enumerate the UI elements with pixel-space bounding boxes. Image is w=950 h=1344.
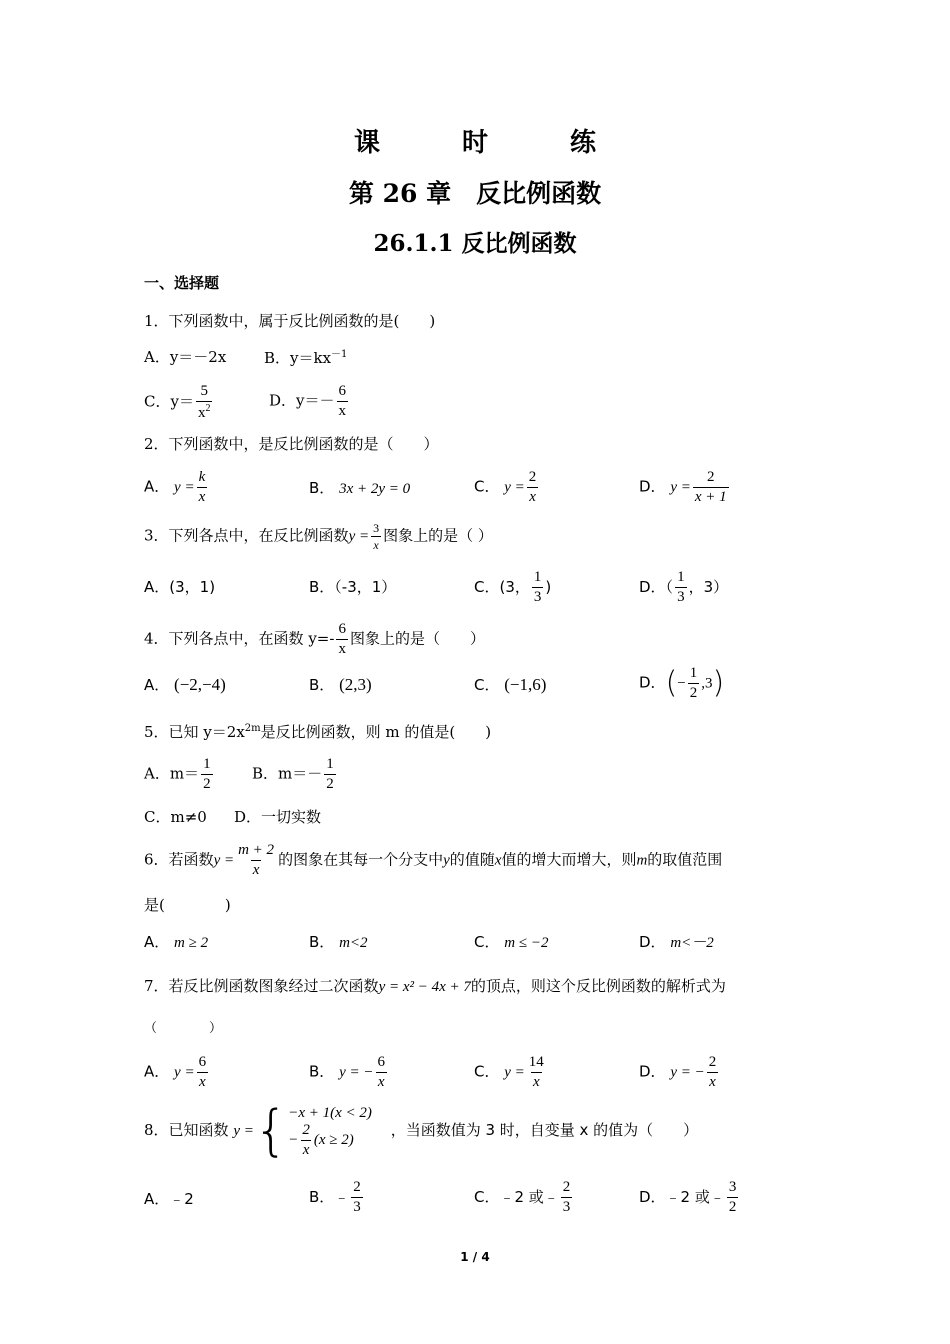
q4-option-b: B． (2,3) bbox=[309, 675, 372, 694]
q5-option-d: D．一切实数 bbox=[234, 808, 322, 826]
question-6: 6．若函数y = $\frac{m + 2}{x}$ 的图象在其每一个分支中y的值随x值的增大而增大，则m的取值范围 bbox=[144, 842, 723, 878]
q2-option-d: D． y = $\frac{2}{x + 1}$ bbox=[639, 469, 727, 505]
worksheet-title: 课 时 练 bbox=[353, 128, 624, 158]
q7-option-a: A． y = $\frac{6}{x}$ bbox=[144, 1054, 207, 1090]
question-4: 4．下列各点中，在函数 y=- $\frac{6}{x}$ 图象上的是（ ） bbox=[144, 621, 485, 657]
q5-option-a: A．m＝ $\frac{1}{2}$ bbox=[144, 756, 211, 792]
q2-option-c: C． y = $\frac{2}{x}$ bbox=[474, 469, 537, 505]
q3-option-c: C．(3， $\frac{1}{3}$ ) bbox=[474, 569, 552, 605]
q7-option-b: B． y = − $\frac{6}{x}$ bbox=[309, 1054, 385, 1090]
q1-option-c: C．y＝ $\frac{5}{x^2}$ bbox=[144, 383, 211, 421]
q6-option-d: D． m<－2 bbox=[639, 933, 714, 951]
q5-option-c: C．m≠0 bbox=[144, 808, 207, 826]
q4-option-d: D．(− $\frac{1}{2}$ ,3) bbox=[639, 665, 725, 701]
q4-option-c: C． (−1,6) bbox=[474, 675, 547, 694]
q6-option-b: B． m<2 bbox=[309, 933, 368, 951]
section-label: 一、选择题 bbox=[144, 274, 220, 292]
q5-option-b: B．m＝－ $\frac{1}{2}$ bbox=[252, 756, 334, 792]
q2-option-a: A． y = $\frac{k}{x}$ bbox=[144, 469, 206, 505]
question-5: 5．已知 $y=2x^{2m}$是反比例函数，则 m 的值是( ) bbox=[144, 723, 492, 741]
q8-option-b: B．﹣ $\frac{2}{3}$ bbox=[309, 1179, 361, 1215]
q6-option-c: C． m ≤ −2 bbox=[474, 933, 549, 951]
q7-option-c: C． y = $\frac{14}{x}$ bbox=[474, 1054, 544, 1090]
q1-option-a: A．y＝－2x bbox=[144, 348, 227, 366]
q3-option-a: A．(3，1) bbox=[144, 578, 216, 596]
q3-option-d: D．（ $\frac{1}{3}$ ，3） bbox=[639, 569, 729, 605]
q7-option-d: D． y = − $\frac{2}{x}$ bbox=[639, 1054, 717, 1090]
question-3: 3．下列各点中，在反比例函数y = $\frac{3}{x}$ 图象上的是（ ） bbox=[144, 521, 493, 552]
question-7: 7．若反比例函数图象经过二次函数y = x² − 4x + 7的顶点，则这个反比例函数的解析式为 bbox=[144, 977, 726, 995]
question-7-line-2: （ ） bbox=[144, 1021, 223, 1036]
piecewise-cases: −x + 1(x < 2) − $\frac{2}{x}$ (x ≥ 2) bbox=[288, 1105, 372, 1158]
question-1: 1．下列函数中，属于反比例函数的是( ) bbox=[144, 312, 436, 330]
page-number: 1 / 4 bbox=[460, 1250, 490, 1264]
question-2: 2．下列函数中，是反比例函数的是（ ） bbox=[144, 435, 439, 453]
q2-option-b: B． 3x + 2y = 0 bbox=[309, 479, 411, 497]
q8-option-d: D．﹣2 或﹣ $\frac{3}{2}$ bbox=[639, 1179, 737, 1215]
q4-option-a: A． (−2,−4) bbox=[144, 675, 226, 694]
section-title: 26.1.1 反比例函数 bbox=[373, 230, 577, 257]
q3-option-b: B．（-3，1） bbox=[309, 578, 397, 596]
q1-option-b: B．$y=kx^{-1}$ bbox=[264, 349, 348, 367]
q6-option-a: A． m ≥ 2 bbox=[144, 933, 209, 951]
question-6-line-2: 是( ) bbox=[144, 896, 231, 914]
chapter-title: 第 26 章 反比例函数 bbox=[348, 179, 602, 208]
q8-option-a: A．﹣2 bbox=[144, 1190, 194, 1208]
q1-option-d: D．y＝－ $\frac{6}{x}$ bbox=[269, 383, 347, 419]
q8-option-c: C．﹣2 或﹣ $\frac{2}{3}$ bbox=[474, 1179, 571, 1215]
question-8: 8．已知函数 y ={ −x + 1(x < 2) − $\frac{2}{x}$ (x ≥ 2) ，当函数值为 3 时，自变量 x 的值为（ ） bbox=[144, 1099, 699, 1162]
